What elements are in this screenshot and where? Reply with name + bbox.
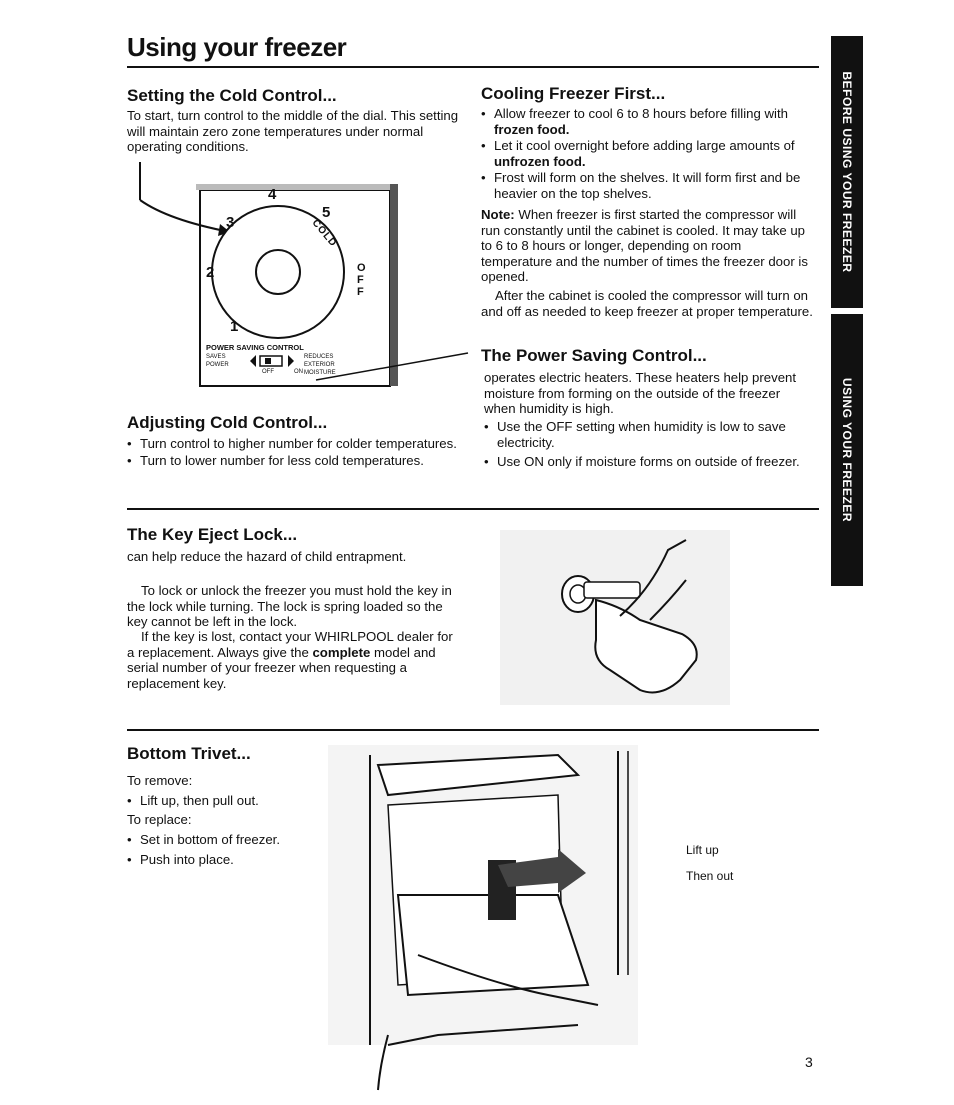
caption-then-out: Then out: [686, 869, 734, 883]
trivet-remove-label: To remove:: [127, 773, 193, 788]
p3-text-a: If the key is lost, contact your WHIRLPOOL dealer for a replacement. Always give the: [127, 629, 453, 660]
dial-number-5: 5: [322, 204, 331, 221]
dial-number-4: 4: [268, 186, 277, 203]
p3-bold: complete: [312, 644, 371, 660]
reduces-moisture-label: REDUCES EXTERIOR MOISTURE: [304, 354, 336, 376]
switch-off-label: OFF: [262, 369, 274, 375]
title-rule: [127, 66, 819, 68]
list-item: • Push into place.: [127, 852, 347, 868]
saves-power-label: SAVES POWER: [206, 354, 229, 368]
page-title: Using your freezer: [127, 32, 347, 62]
trivet-replace-list: [127, 832, 347, 868]
adjusting-heading: Adjusting Cold Control...: [127, 413, 328, 432]
switch-on-label: ON: [294, 369, 303, 375]
list-item: • Use the OFF setting when humidity is low to save electricity.: [484, 419, 815, 450]
item-bold: frozen food.: [494, 121, 570, 137]
note-label: Note:: [481, 207, 515, 222]
list-item: [481, 138, 814, 169]
list-item: • Turn to lower number for less cold temperatures.: [127, 453, 463, 469]
power-saving-text: operates electric heaters. These heaters help prevent moisture from forming on the outside of the freezer when humidity is high.: [484, 370, 797, 416]
key-lock-p2: To lock or unlock the freezer you must hold the key in the lock while turning. The lock is spring loaded so the key cannot be left in the lock.: [127, 583, 452, 629]
key-lock-p3: [127, 629, 462, 691]
list-item: • Lift up, then pull out.: [127, 793, 347, 809]
cooling-list: [481, 106, 814, 202]
dial-number-3: 3: [226, 214, 235, 231]
cooling-note: [481, 207, 814, 285]
power-saving-list: [484, 419, 815, 471]
list-item: • Turn control to higher number for colder temperatures.: [127, 436, 463, 452]
dial-number-2: 2: [206, 264, 215, 281]
power-saving-switch[interactable]: [250, 354, 294, 368]
side-tab-label: USING YOUR FREEZER: [840, 377, 854, 523]
section-divider: [127, 508, 819, 510]
item-bold: unfrozen food.: [494, 153, 586, 169]
page-number: 3: [805, 1054, 813, 1070]
p3-text-b: model and serial number of your freezer when requesting a replacement key.: [127, 644, 436, 691]
cooling-heading: Cooling Freezer First...: [481, 84, 666, 103]
trivet-remove-list: [127, 793, 347, 810]
list-item: • Use ON only if moisture forms on outside of freezer.: [484, 454, 815, 470]
side-tab-using[interactable]: [831, 314, 863, 586]
list-item: [481, 106, 814, 137]
trivet-replace-label: To replace:: [127, 812, 192, 827]
item-text: Let it cool overnight before adding large amounts of: [494, 138, 795, 153]
cold-control-heading: Setting the Cold Control...: [127, 86, 337, 105]
key-lock-heading: The Key Eject Lock...: [127, 525, 298, 544]
list-item: [481, 170, 814, 201]
cold-control-text: To start, turn control to the middle of the dial. This setting will maintain zero zone temperatures under normal operating conditions.: [127, 108, 459, 154]
dial-number-1: 1: [230, 318, 239, 335]
side-tab-label: BEFORE USING YOUR FREEZER: [840, 71, 854, 273]
dial-off-label: OFF: [357, 262, 366, 298]
item-text: Frost will form on the shelves. It will form first and be heavier on the top shelves.: [494, 170, 801, 201]
side-tab-before-using[interactable]: [831, 36, 863, 308]
dial-cold-label: COLD: [309, 217, 339, 250]
trivet-heading: Bottom Trivet...: [127, 744, 251, 763]
key-lock-illustration: [500, 520, 740, 710]
adjusting-list: [127, 436, 463, 469]
bottom-trivet-illustration: [318, 745, 658, 1100]
caption-lift-up: Lift up: [686, 843, 719, 857]
power-saving-heading: The Power Saving Control...: [481, 346, 707, 365]
item-text: Allow freezer to cool 6 to 8 hours before filling with: [494, 106, 788, 121]
key-lock-p1: can help reduce the hazard of child entrapment.: [127, 549, 407, 564]
cold-control-dial-illustration: [138, 160, 478, 400]
cooling-after-text: After the cabinet is cooled the compressor will turn on and off as needed to keep freezer at proper temperature.: [481, 288, 813, 319]
section-divider: [127, 729, 819, 731]
list-item: • Set in bottom of freezer.: [127, 832, 347, 848]
note-text: When freezer is first started the compressor will run constantly until the cabinet is cooled. It may take up to 6 to 8 hours or longer, depending on room temperature and the number of times the freezer door is opened.: [481, 207, 808, 284]
power-saving-control-label: POWER SAVING CONTROL: [206, 343, 304, 352]
